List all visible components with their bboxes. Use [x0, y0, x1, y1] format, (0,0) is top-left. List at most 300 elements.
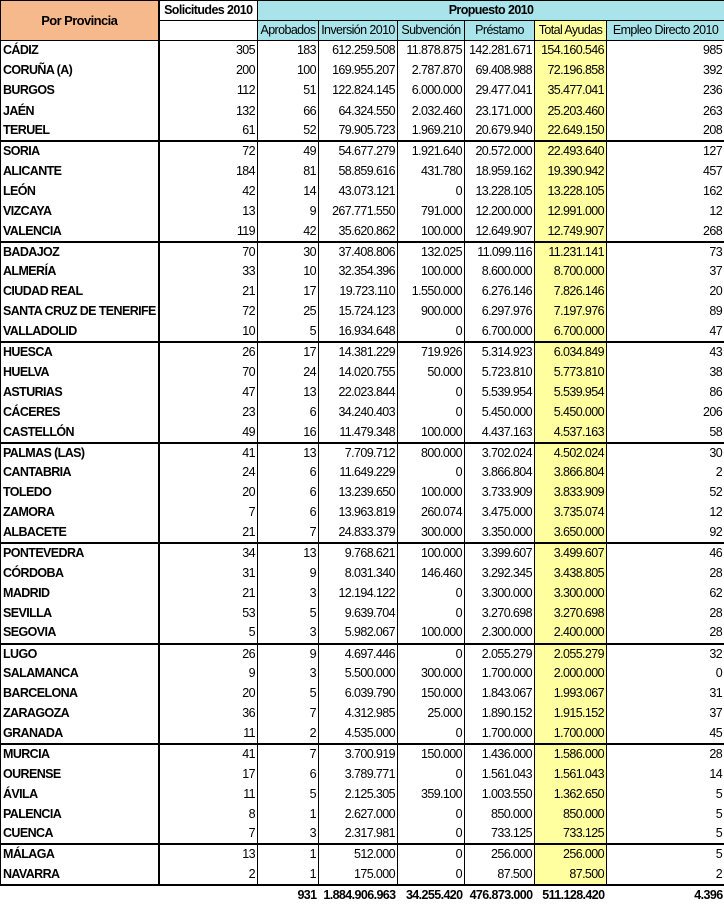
cell-inversion: 122.824.145 [319, 81, 398, 101]
cell-province: ASTURIAS [1, 382, 159, 402]
cell-aprobados: 81 [258, 161, 319, 181]
cell-subvencion: 359.100 [398, 784, 465, 804]
cell-empleo: 392 [607, 61, 724, 81]
cell-aprobados: 7 [258, 523, 319, 543]
cell-prestamo: 3.300.000 [465, 583, 535, 603]
cell-aprobados: 17 [258, 342, 319, 362]
table-row [1, 262, 724, 282]
cell-inversion: 58.859.616 [319, 161, 398, 181]
cell-empleo: 86 [607, 382, 724, 402]
cell-solicitudes: 119 [159, 222, 258, 242]
table-row [1, 302, 724, 322]
total-inversion: 1.884.906.963 [319, 885, 398, 905]
cell-solicitudes: 61 [159, 121, 258, 141]
cell-inversion: 14.381.229 [319, 342, 398, 362]
cell-inversion: 22.023.844 [319, 382, 398, 402]
cell-empleo: 5 [607, 844, 724, 864]
cell-subvencion: 0 [398, 865, 465, 885]
cell-prestamo: 18.959.162 [465, 161, 535, 181]
cell-aprobados: 5 [258, 784, 319, 804]
cell-empleo: 14 [607, 764, 724, 784]
cell-total-ayudas: 87.500 [535, 865, 607, 885]
cell-province: VALLADOLID [1, 322, 159, 342]
cell-province: MURCIA [1, 744, 159, 764]
cell-prestamo: 1.700.000 [465, 724, 535, 744]
cell-solicitudes: 305 [159, 41, 258, 61]
totals-label-blank [1, 885, 159, 905]
cell-solicitudes: 31 [159, 563, 258, 583]
cell-total-ayudas: 6.700.000 [535, 322, 607, 342]
cell-inversion: 79.905.723 [319, 121, 398, 141]
cell-total-ayudas: 3.300.000 [535, 583, 607, 603]
table-row [1, 764, 724, 784]
cell-province: ÁVILA [1, 784, 159, 804]
cell-solicitudes: 112 [159, 81, 258, 101]
cell-subvencion: 25.000 [398, 704, 465, 724]
cell-prestamo: 1.436.000 [465, 744, 535, 764]
cell-prestamo: 2.300.000 [465, 623, 535, 643]
cell-empleo: 37 [607, 704, 724, 724]
cell-inversion: 11.649.229 [319, 463, 398, 483]
cell-prestamo: 23.171.000 [465, 101, 535, 121]
cell-aprobados: 9 [258, 563, 319, 583]
cell-province: PONTEVEDRA [1, 543, 159, 563]
cell-inversion: 512.000 [319, 844, 398, 864]
table-row [1, 402, 724, 422]
header-inversion: Inversión 2010 [319, 21, 398, 41]
cell-subvencion: 150.000 [398, 744, 465, 764]
cell-solicitudes: 26 [159, 342, 258, 362]
table-row [1, 583, 724, 603]
cell-solicitudes: 2 [159, 865, 258, 885]
cell-empleo: 92 [607, 523, 724, 543]
cell-total-ayudas: 1.362.650 [535, 784, 607, 804]
cell-total-ayudas: 4.537.163 [535, 422, 607, 442]
cell-empleo: 28 [607, 603, 724, 623]
cell-prestamo: 20.679.940 [465, 121, 535, 141]
cell-aprobados: 3 [258, 664, 319, 684]
cell-empleo: 58 [607, 422, 724, 442]
cell-inversion: 2.125.305 [319, 784, 398, 804]
table-row [1, 784, 724, 804]
cell-prestamo: 5.539.954 [465, 382, 535, 402]
cell-prestamo: 3.866.804 [465, 463, 535, 483]
cell-aprobados: 6 [258, 483, 319, 503]
table-row [1, 101, 724, 121]
cell-solicitudes: 23 [159, 402, 258, 422]
cell-prestamo: 5.450.000 [465, 402, 535, 422]
cell-prestamo: 3.270.698 [465, 603, 535, 623]
cell-subvencion: 0 [398, 824, 465, 844]
cell-solicitudes: 5 [159, 623, 258, 643]
cell-solicitudes: 7 [159, 503, 258, 523]
totals-row [1, 885, 724, 905]
cell-province: MADRID [1, 583, 159, 603]
table-row [1, 141, 724, 161]
cell-solicitudes: 21 [159, 583, 258, 603]
cell-solicitudes: 21 [159, 523, 258, 543]
cell-solicitudes: 53 [159, 603, 258, 623]
total-prestamo: 476.873.000 [465, 885, 535, 905]
table-row [1, 362, 724, 382]
cell-subvencion: 0 [398, 764, 465, 784]
cell-inversion: 169.955.207 [319, 61, 398, 81]
cell-prestamo: 1.561.043 [465, 764, 535, 784]
cell-empleo: 45 [607, 724, 724, 744]
cell-subvencion: 900.000 [398, 302, 465, 322]
cell-inversion: 2.627.000 [319, 804, 398, 824]
cell-empleo: 32 [607, 644, 724, 664]
cell-total-ayudas: 1.586.000 [535, 744, 607, 764]
cell-total-ayudas: 1.561.043 [535, 764, 607, 784]
cell-subvencion: 800.000 [398, 443, 465, 463]
cell-inversion: 11.479.348 [319, 422, 398, 442]
cell-solicitudes: 47 [159, 382, 258, 402]
cell-inversion: 4.697.446 [319, 644, 398, 664]
cell-inversion: 612.259.508 [319, 41, 398, 61]
table-row [1, 824, 724, 844]
header-aprobados: Aprobados [258, 21, 319, 41]
cell-total-ayudas: 3.650.000 [535, 523, 607, 543]
cell-aprobados: 5 [258, 603, 319, 623]
cell-solicitudes: 20 [159, 483, 258, 503]
cell-prestamo: 20.572.000 [465, 141, 535, 161]
cell-province: HUESCA [1, 342, 159, 362]
cell-empleo: 0 [607, 664, 724, 684]
cell-empleo: 457 [607, 161, 724, 181]
header-solicitudes-blank [159, 21, 258, 41]
cell-solicitudes: 10 [159, 322, 258, 342]
cell-inversion: 175.000 [319, 865, 398, 885]
cell-inversion: 24.833.379 [319, 523, 398, 543]
cell-solicitudes: 70 [159, 242, 258, 262]
cell-empleo: 236 [607, 81, 724, 101]
header-prestamo: Préstamo [465, 21, 535, 41]
cell-subvencion: 1.921.640 [398, 141, 465, 161]
cell-subvencion: 100.000 [398, 422, 465, 442]
cell-subvencion: 0 [398, 322, 465, 342]
cell-aprobados: 25 [258, 302, 319, 322]
cell-empleo: 73 [607, 242, 724, 262]
table-row [1, 865, 724, 885]
table-row [1, 322, 724, 342]
cell-inversion: 5.500.000 [319, 664, 398, 684]
cell-solicitudes: 20 [159, 684, 258, 704]
cell-aprobados: 2 [258, 724, 319, 744]
cell-empleo: 208 [607, 121, 724, 141]
cell-province: JAÉN [1, 101, 159, 121]
cell-inversion: 4.535.000 [319, 724, 398, 744]
cell-aprobados: 16 [258, 422, 319, 442]
cell-total-ayudas: 3.735.074 [535, 503, 607, 523]
cell-aprobados: 30 [258, 242, 319, 262]
cell-province: VIZCAYA [1, 201, 159, 221]
cell-province: LEÓN [1, 181, 159, 201]
cell-solicitudes: 13 [159, 201, 258, 221]
cell-inversion: 5.982.067 [319, 623, 398, 643]
cell-empleo: 31 [607, 684, 724, 704]
cell-total-ayudas: 2.055.279 [535, 644, 607, 664]
cell-province: MÁLAGA [1, 844, 159, 864]
cell-aprobados: 7 [258, 744, 319, 764]
cell-subvencion: 100.000 [398, 543, 465, 563]
table-row [1, 161, 724, 181]
cell-province: CORUÑA (A) [1, 61, 159, 81]
cell-subvencion: 2.032.460 [398, 101, 465, 121]
header-propuesto: Propuesto 2010 [258, 1, 724, 21]
cell-province: BARCELONA [1, 684, 159, 704]
cell-prestamo: 1.003.550 [465, 784, 535, 804]
cell-prestamo: 1.890.152 [465, 704, 535, 724]
cell-empleo: 89 [607, 302, 724, 322]
table-row [1, 483, 724, 503]
cell-empleo: 47 [607, 322, 724, 342]
table-row [1, 603, 724, 623]
cell-empleo: 28 [607, 623, 724, 643]
cell-subvencion: 0 [398, 644, 465, 664]
cell-subvencion: 11.878.875 [398, 41, 465, 61]
table-row [1, 81, 724, 101]
cell-solicitudes: 41 [159, 744, 258, 764]
cell-total-ayudas: 22.493.640 [535, 141, 607, 161]
cell-total-ayudas: 5.450.000 [535, 402, 607, 422]
cell-aprobados: 9 [258, 644, 319, 664]
cell-subvencion: 0 [398, 463, 465, 483]
cell-province: CUENCA [1, 824, 159, 844]
table-row [1, 724, 724, 744]
cell-inversion: 8.031.340 [319, 563, 398, 583]
cell-aprobados: 13 [258, 443, 319, 463]
cell-total-ayudas: 1.993.067 [535, 684, 607, 704]
cell-province: HUELVA [1, 362, 159, 382]
header-subvencion: Subvención [398, 21, 465, 41]
cell-total-ayudas: 256.000 [535, 844, 607, 864]
cell-aprobados: 183 [258, 41, 319, 61]
cell-prestamo: 3.292.345 [465, 563, 535, 583]
cell-total-ayudas: 12.749.907 [535, 222, 607, 242]
cell-inversion: 7.709.712 [319, 443, 398, 463]
cell-prestamo: 3.702.024 [465, 443, 535, 463]
cell-empleo: 268 [607, 222, 724, 242]
cell-prestamo: 850.000 [465, 804, 535, 824]
cell-prestamo: 6.700.000 [465, 322, 535, 342]
cell-solicitudes: 36 [159, 704, 258, 724]
cell-province: ZARAGOZA [1, 704, 159, 724]
cell-subvencion: 719.926 [398, 342, 465, 362]
cell-solicitudes: 70 [159, 362, 258, 382]
cell-prestamo: 6.276.146 [465, 282, 535, 302]
cell-inversion: 9.768.621 [319, 543, 398, 563]
cell-province: BURGOS [1, 81, 159, 101]
table-row [1, 804, 724, 824]
cell-subvencion: 260.074 [398, 503, 465, 523]
cell-empleo: 46 [607, 543, 724, 563]
cell-province: PALMAS (LAS) [1, 443, 159, 463]
cell-solicitudes: 200 [159, 61, 258, 81]
cell-solicitudes: 33 [159, 262, 258, 282]
cell-total-ayudas: 5.773.810 [535, 362, 607, 382]
cell-total-ayudas: 6.034.849 [535, 342, 607, 362]
cell-prestamo: 3.475.000 [465, 503, 535, 523]
cell-prestamo: 11.099.116 [465, 242, 535, 262]
cell-inversion: 6.039.790 [319, 684, 398, 704]
cell-prestamo: 256.000 [465, 844, 535, 864]
cell-total-ayudas: 12.991.000 [535, 201, 607, 221]
cell-subvencion: 146.460 [398, 563, 465, 583]
cell-aprobados: 24 [258, 362, 319, 382]
cell-prestamo: 6.297.976 [465, 302, 535, 322]
cell-subvencion: 2.787.870 [398, 61, 465, 81]
cell-aprobados: 6 [258, 764, 319, 784]
cell-subvencion: 50.000 [398, 362, 465, 382]
cell-province: GRANADA [1, 724, 159, 744]
cell-inversion: 13.963.819 [319, 503, 398, 523]
cell-solicitudes: 8 [159, 804, 258, 824]
cell-prestamo: 29.477.041 [465, 81, 535, 101]
cell-aprobados: 9 [258, 201, 319, 221]
cell-aprobados: 3 [258, 583, 319, 603]
cell-aprobados: 49 [258, 141, 319, 161]
cell-inversion: 267.771.550 [319, 201, 398, 221]
cell-empleo: 5 [607, 784, 724, 804]
cell-empleo: 62 [607, 583, 724, 603]
header-empleo: Empleo Directo 2010 [607, 21, 724, 41]
cell-total-ayudas: 4.502.024 [535, 443, 607, 463]
cell-total-ayudas: 19.390.942 [535, 161, 607, 181]
cell-prestamo: 5.723.810 [465, 362, 535, 382]
cell-subvencion: 791.000 [398, 201, 465, 221]
cell-empleo: 2 [607, 463, 724, 483]
cell-subvencion: 431.780 [398, 161, 465, 181]
cell-province: CÁDIZ [1, 41, 159, 61]
cell-prestamo: 1.700.000 [465, 664, 535, 684]
total-subvencion: 34.255.420 [398, 885, 465, 905]
cell-solicitudes: 42 [159, 181, 258, 201]
cell-solicitudes: 11 [159, 784, 258, 804]
cell-total-ayudas: 11.231.141 [535, 242, 607, 262]
cell-province: ZAMORA [1, 503, 159, 523]
table-row [1, 181, 724, 201]
cell-empleo: 263 [607, 101, 724, 121]
cell-subvencion: 0 [398, 844, 465, 864]
cell-total-ayudas: 22.649.150 [535, 121, 607, 141]
cell-total-ayudas: 3.499.607 [535, 543, 607, 563]
cell-total-ayudas: 25.203.460 [535, 101, 607, 121]
cell-prestamo: 3.350.000 [465, 523, 535, 543]
table-row [1, 684, 724, 704]
cell-subvencion: 6.000.000 [398, 81, 465, 101]
cell-total-ayudas: 850.000 [535, 804, 607, 824]
cell-solicitudes: 17 [159, 764, 258, 784]
cell-aprobados: 6 [258, 402, 319, 422]
cell-empleo: 12 [607, 201, 724, 221]
table-row [1, 422, 724, 442]
cell-inversion: 13.239.650 [319, 483, 398, 503]
cell-aprobados: 100 [258, 61, 319, 81]
cell-subvencion: 300.000 [398, 664, 465, 684]
total-ayudas: 511.128.420 [535, 885, 607, 905]
cell-subvencion: 0 [398, 181, 465, 201]
table-row [1, 41, 724, 61]
cell-province: LUGO [1, 644, 159, 664]
cell-empleo: 37 [607, 262, 724, 282]
cell-inversion: 54.677.279 [319, 141, 398, 161]
cell-province: CANTABRIA [1, 463, 159, 483]
cell-solicitudes: 11 [159, 724, 258, 744]
cell-inversion: 34.240.403 [319, 402, 398, 422]
cell-province: OURENSE [1, 764, 159, 784]
cell-solicitudes: 26 [159, 644, 258, 664]
cell-empleo: 127 [607, 141, 724, 161]
table-row [1, 623, 724, 643]
table-row [1, 664, 724, 684]
total-aprobados: 931 [258, 885, 319, 905]
table-row [1, 543, 724, 563]
cell-province: NAVARRA [1, 865, 159, 885]
cell-subvencion: 1.550.000 [398, 282, 465, 302]
cell-total-ayudas: 35.477.041 [535, 81, 607, 101]
cell-subvencion: 0 [398, 804, 465, 824]
cell-solicitudes: 13 [159, 844, 258, 864]
cell-total-ayudas: 8.700.000 [535, 262, 607, 282]
cell-empleo: 206 [607, 402, 724, 422]
totals-sol-blank [159, 885, 258, 905]
cell-empleo: 43 [607, 342, 724, 362]
cell-empleo: 30 [607, 443, 724, 463]
cell-total-ayudas: 7.826.146 [535, 282, 607, 302]
cell-subvencion: 0 [398, 583, 465, 603]
cell-subvencion: 132.025 [398, 242, 465, 262]
cell-subvencion: 100.000 [398, 262, 465, 282]
cell-aprobados: 1 [258, 844, 319, 864]
cell-aprobados: 7 [258, 704, 319, 724]
cell-prestamo: 1.843.067 [465, 684, 535, 704]
cell-prestamo: 2.055.279 [465, 644, 535, 664]
cell-province: BADAJOZ [1, 242, 159, 262]
cell-subvencion: 300.000 [398, 523, 465, 543]
cell-total-ayudas: 2.400.000 [535, 623, 607, 643]
cell-prestamo: 733.125 [465, 824, 535, 844]
cell-prestamo: 12.649.907 [465, 222, 535, 242]
table-row [1, 463, 724, 483]
cell-province: TOLEDO [1, 483, 159, 503]
cell-province: CÁCERES [1, 402, 159, 422]
cell-prestamo: 8.600.000 [465, 262, 535, 282]
cell-province: ALBACETE [1, 523, 159, 543]
cell-solicitudes: 72 [159, 141, 258, 161]
cell-empleo: 28 [607, 563, 724, 583]
cell-aprobados: 5 [258, 684, 319, 704]
cell-prestamo: 13.228.105 [465, 181, 535, 201]
cell-solicitudes: 41 [159, 443, 258, 463]
cell-province: ALICANTE [1, 161, 159, 181]
cell-empleo: 162 [607, 181, 724, 201]
cell-inversion: 35.620.862 [319, 222, 398, 242]
cell-aprobados: 13 [258, 382, 319, 402]
cell-subvencion: 100.000 [398, 483, 465, 503]
cell-aprobados: 66 [258, 101, 319, 121]
cell-solicitudes: 7 [159, 824, 258, 844]
cell-prestamo: 142.281.671 [465, 41, 535, 61]
cell-province: CÓRDOBA [1, 563, 159, 583]
cell-inversion: 2.317.981 [319, 824, 398, 844]
cell-province: SALAMANCA [1, 664, 159, 684]
cell-province: SANTA CRUZ DE TENERIFE [1, 302, 159, 322]
cell-inversion: 19.723.110 [319, 282, 398, 302]
table-row [1, 563, 724, 583]
cell-total-ayudas: 1.915.152 [535, 704, 607, 724]
cell-inversion: 16.934.648 [319, 322, 398, 342]
